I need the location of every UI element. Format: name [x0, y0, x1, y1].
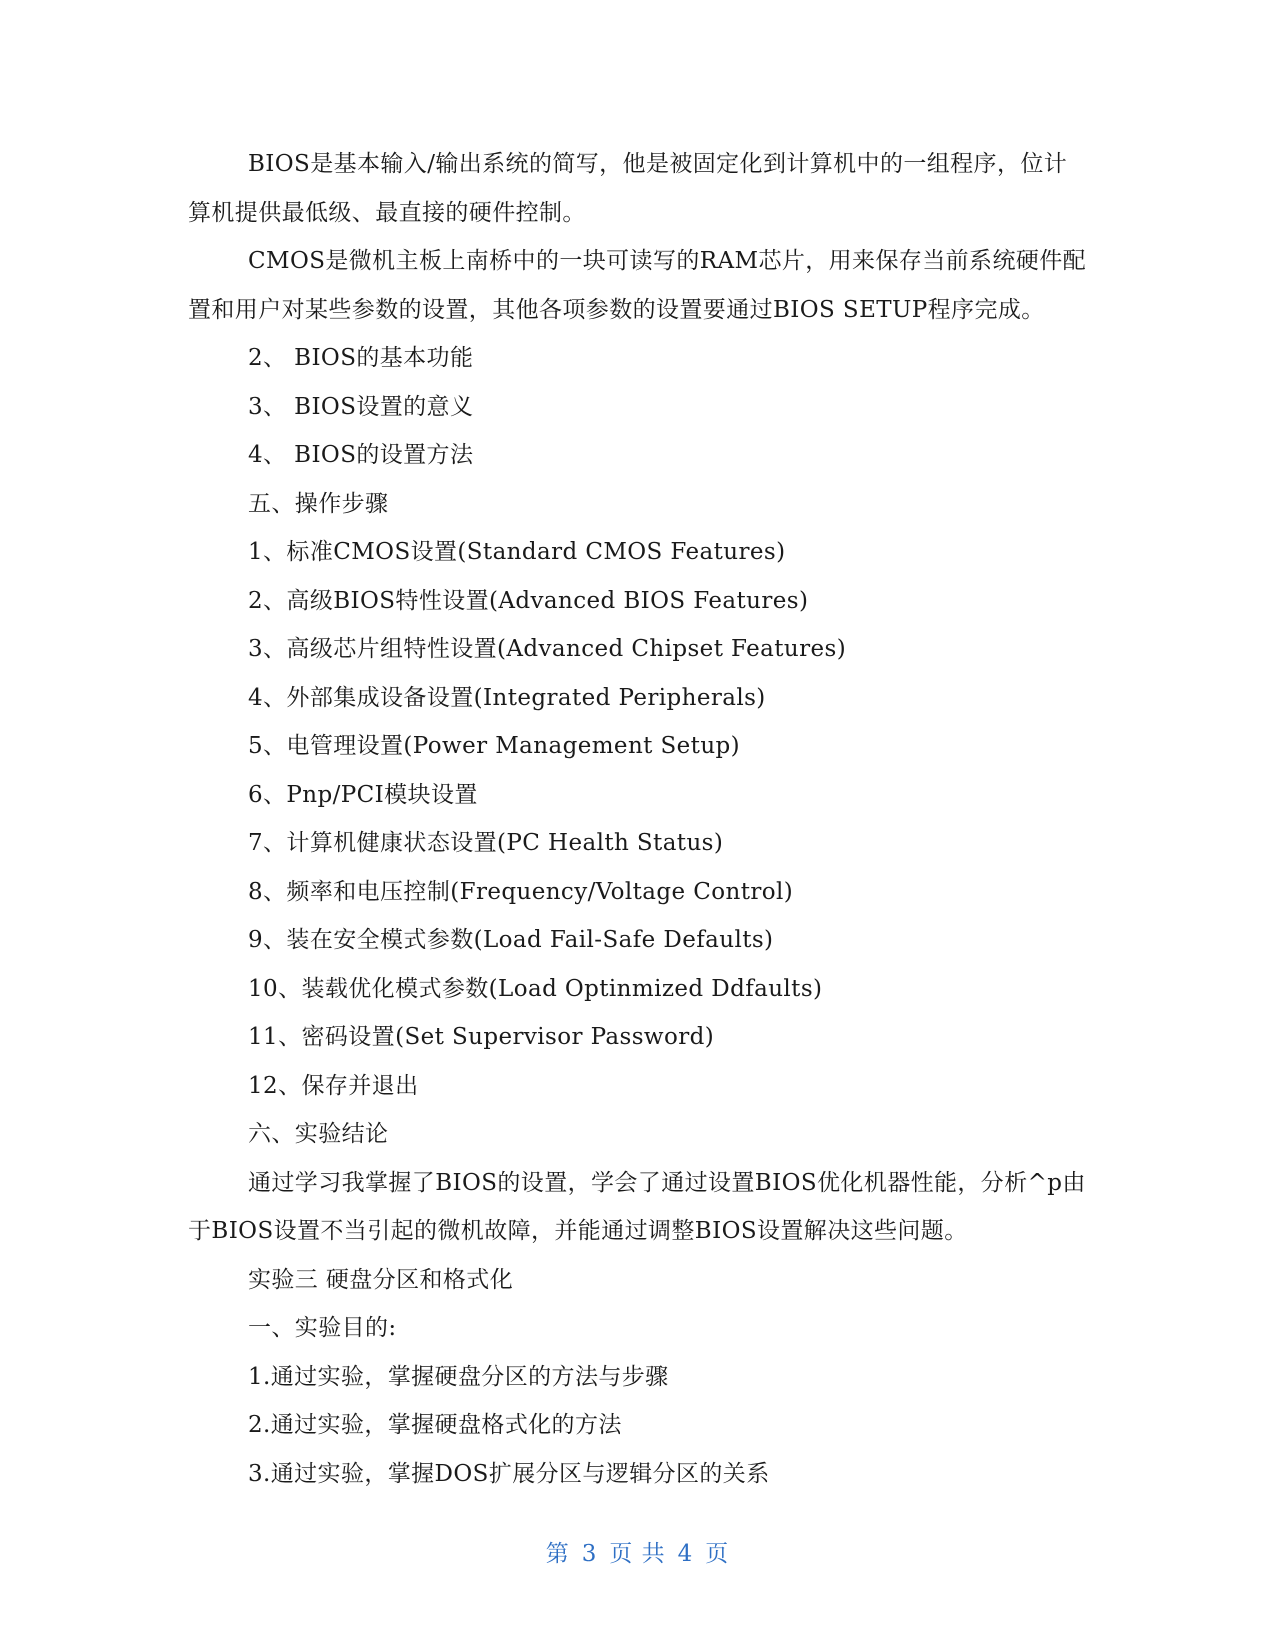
conclusion-paragraph: 通过学习我掌握了BIOS的设置，学会了通过设置BIOS优化机器性能，分析^p由于BIOS设置不当引起的微机故障，并能通过调整BIOS设置解决这些问题。 [188, 1169, 1086, 1244]
footer-middle: 页 共 [609, 1541, 666, 1567]
purpose-item: 2.通过实验，掌握硬盘格式化的方法 [248, 1412, 622, 1438]
page-content [188, 140, 1088, 1498]
step-item: 1、标准CMOS设置(Standard CMOS Features) [248, 539, 786, 565]
purpose-item: 3.通过实验，掌握DOS扩展分区与逻辑分区的关系 [248, 1460, 770, 1487]
step-item: 8、频率和电压控制(Frequency/Voltage Control) [248, 878, 794, 905]
step-item: 4、外部集成设备设置(Integrated Peripherals) [248, 684, 766, 711]
bios-item: 2、 BIOS的基本功能 [248, 345, 474, 371]
step-item: 12、保存并退出 [248, 1072, 419, 1099]
step-item: 9、装在安全模式参数(Load Fail-Safe Defaults) [248, 927, 774, 953]
purpose-item: 1.通过实验，掌握硬盘分区的方法与步骤 [248, 1363, 669, 1390]
section-heading-purpose: 一、实验目的: [248, 1315, 397, 1341]
bios-definition-paragraph: BIOS是基本输入/输出系统的简写，他是被固定化到计算机中的一组程序，位计算机提供最低级、最直接的硬件控制。 [188, 151, 1068, 226]
footer-prefix: 第 [545, 1541, 570, 1567]
step-item: 11、密码设置(Set Supervisor Password) [248, 1024, 715, 1050]
bios-item: 4、 BIOS的设置方法 [248, 442, 474, 468]
bios-item: 3、 BIOS设置的意义 [248, 393, 474, 420]
section-heading-steps: 五、操作步骤 [248, 490, 389, 517]
footer-total-pages: 4 [677, 1541, 694, 1567]
step-item: 2、高级BIOS特性设置(Advanced BIOS Features) [248, 587, 809, 614]
step-item: 3、高级芯片组特性设置(Advanced Chipset Features) [248, 636, 847, 662]
cmos-definition-paragraph: CMOS是微机主板上南桥中的一块可读写的RAM芯片，用来保存当前系统硬件配置和用户对某些参数的设置，其他各项参数的设置要通过BIOS SETUP程序完成。 [188, 248, 1087, 323]
footer-suffix: 页 [705, 1541, 730, 1567]
section-heading-conclusion: 六、实验结论 [248, 1121, 389, 1147]
step-item: 5、电管理设置(Power Management Setup) [248, 733, 741, 759]
step-item: 7、计算机健康状态设置(PC Health Status) [248, 830, 724, 856]
step-item: 6、Pnp/PCI模块设置 [248, 781, 478, 808]
experiment-title: 实验三 硬盘分区和格式化 [248, 1266, 514, 1293]
step-item: 10、装载优化模式参数(Load Optinmized Ddfaults) [248, 975, 823, 1002]
page-footer [0, 1535, 1275, 1568]
footer-page-number: 3 [581, 1541, 598, 1567]
